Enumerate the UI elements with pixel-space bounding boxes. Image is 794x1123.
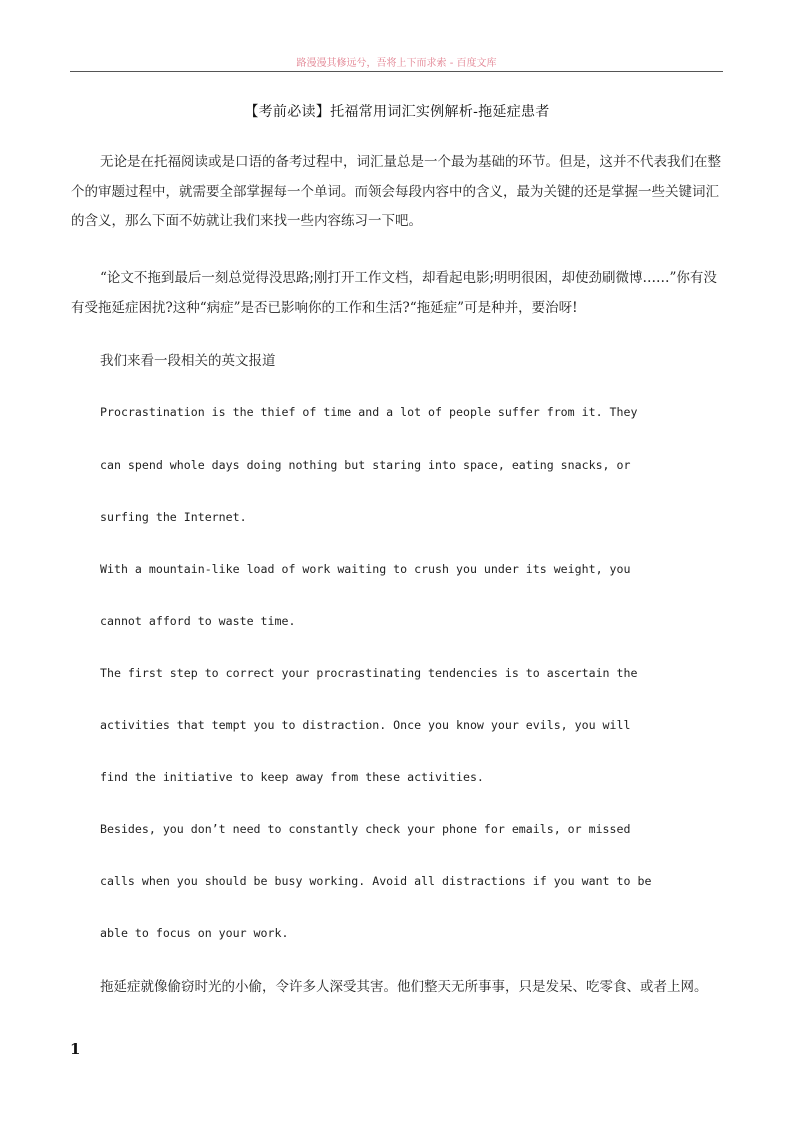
- english-line-5: cannot afford to waste time.: [100, 614, 296, 628]
- english-line-10: calls when you should be busy working. Avoid all distractions if you want to be: [100, 874, 652, 888]
- page-number: 1: [70, 1040, 81, 1058]
- english-line-7: activities that tempt you to distraction. Once you know your evils, you will: [100, 718, 631, 732]
- english-line-8: find the initiative to keep away from these activities.: [100, 770, 484, 784]
- english-line-4: With a mountain-like load of work waiting to crush you under its weight, you: [100, 562, 631, 576]
- quote-paragraph: “论文不拖到最后一刻总觉得没思路;刚打开工作文档，却看起电影;明明很困，却使劲刷微博……”你有没有受拖延症困扰?这种“病症”是否已影响你的工作和生活?“拖延症”可是种并，要治呀!: [71, 270, 717, 316]
- intro-paragraph: 无论是在托福阅读或是口语的备考过程中，词汇量总是一个最为基础的环节。但是，这并不代表我们在整个的审题过程中，就需要全部掌握每一个单词。而领会每段内容中的含义，最为关键的还是掌握一些关键词汇的含义，那么下面不妨就让我们来找一些内容练习一下吧。: [71, 154, 721, 229]
- english-line-1: Procrastination is the thief of time and a lot of people suffer from it. They: [100, 405, 638, 419]
- header-divider: [70, 71, 723, 72]
- document-title: 【考前必读】托福常用词汇实例解析-拖延症患者: [244, 104, 550, 120]
- english-line-3: surfing the Internet.: [100, 510, 247, 524]
- chinese-translation: 拖延症就像偷窃时光的小偷，令许多人深受其害。他们整天无所事事，只是发呆、吃零食、或者上网。: [100, 979, 708, 995]
- english-line-11: able to focus on your work.: [100, 926, 289, 940]
- english-line-2: can spend whole days doing nothing but staring into space, eating snacks, or: [100, 458, 631, 472]
- section-lead: 我们来看一段相关的英文报道: [100, 353, 276, 369]
- document-header: 路漫漫其修远兮，吾将上下而求索 - 百度文库: [296, 58, 497, 69]
- english-line-6: The first step to correct your procrastinating tendencies is to ascertain the: [100, 666, 638, 680]
- english-line-9: Besides, you don’t need to constantly check your phone for emails, or missed: [100, 822, 631, 836]
